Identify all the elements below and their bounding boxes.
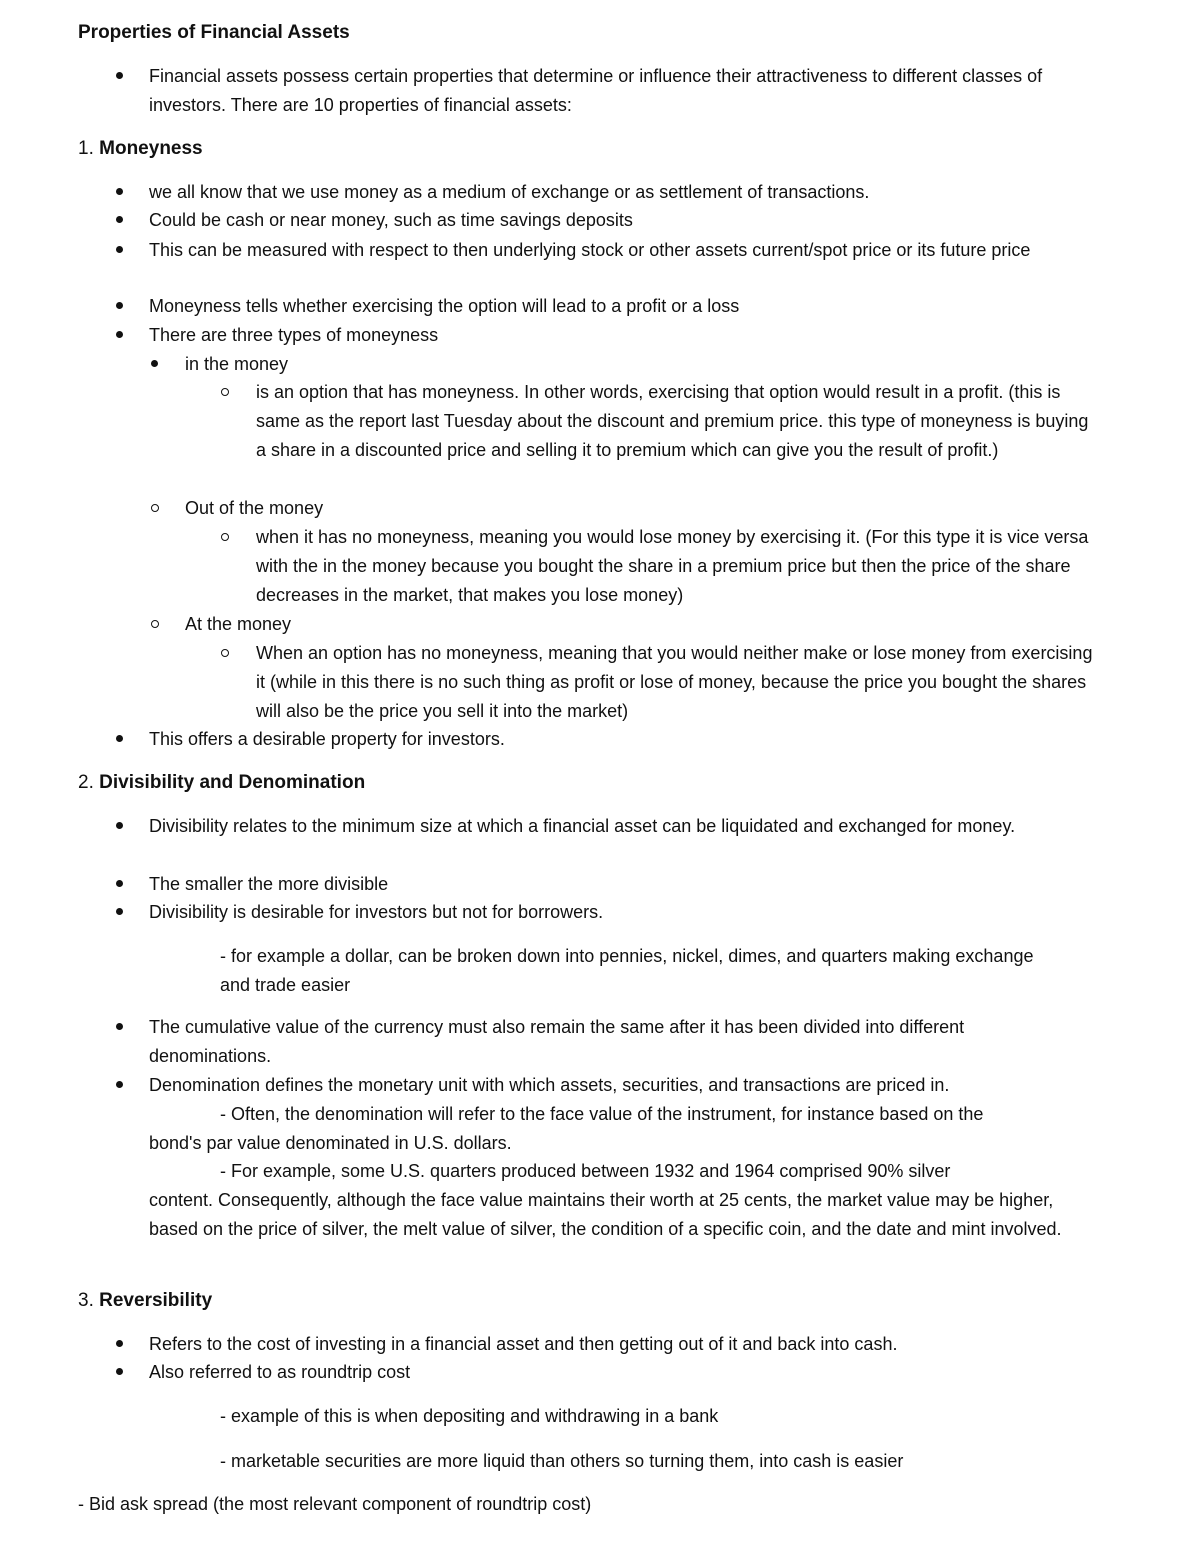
- section-heading-divisibility: [78, 768, 365, 797]
- bullet-icon: [116, 735, 123, 742]
- sublist-description: when it has no moneyness, meaning you would lose money by exercising it. (For this type it is vice versa with the in the money because you bought the share in a premium price but then the price of the share decreases in the market, that makes you lose money): [256, 527, 1089, 605]
- list-item: Refers to the cost of investing in a financial asset and then getting out of it and back into cash.: [149, 1334, 898, 1354]
- bullet-icon: [151, 360, 158, 367]
- bullet-icon: [116, 822, 123, 829]
- closing-line: - Bid ask spread (the most relevant component of roundtrip cost): [78, 1494, 592, 1514]
- bullet-icon: [116, 302, 123, 309]
- section-name: Divisibility and Denomination: [99, 772, 366, 793]
- list-item: Denomination defines the monetary unit with which assets, securities, and transactions are priced in.: [149, 1075, 950, 1095]
- sublist-description: is an option that has moneyness. In other words, exercising that option would result in a profit. (this is same as the report last Tuesday about the discount and premium price. this type of moneyness is buying a share in a discounted price and selling it to premium which can give you the result of profit.): [256, 382, 1089, 460]
- bullet-icon: [116, 1368, 123, 1375]
- list-item: Moneyness tells whether exercising the option will lead to a profit or a loss: [149, 296, 740, 316]
- circle-bullet-icon: [151, 504, 159, 512]
- section-heading-reversibility: [78, 1286, 212, 1315]
- section-name: Reversibility: [99, 1290, 213, 1311]
- sublist-description: When an option has no moneyness, meaning that you would neither make or lose money from exercising it (while in this there is no such thing as profit or lose of money, because the price you bought the shares will also be the price you sell it into the market): [256, 643, 1093, 721]
- list-item: we all know that we use money as a medium of exchange or as settlement of transactions.: [149, 182, 870, 202]
- list-item: There are three types of moneyness: [149, 325, 439, 345]
- bullet-icon: [116, 1081, 123, 1088]
- section-number: 1.: [78, 138, 94, 159]
- paragraph-first-line: - Often, the denomination will refer to the face value of the instrument, for instance based on the: [220, 1104, 984, 1124]
- list-item: The smaller the more divisible: [149, 874, 389, 894]
- bullet-icon: [116, 216, 123, 223]
- circle-bullet-icon: [221, 649, 229, 657]
- bullet-icon: [116, 1340, 123, 1347]
- example-text: - for example a dollar, can be broken down into pennies, nickel, dimes, and quarters making exchange and trade easier: [220, 946, 1034, 995]
- intro-text: Financial assets possess certain properties that determine or influence their attractiveness to different classes of investors. There are 10 properties of financial assets:: [149, 66, 1043, 115]
- list-item: Divisibility is desirable for investors but not for borrowers.: [149, 902, 604, 922]
- section-number: 2.: [78, 772, 94, 793]
- bullet-icon: [116, 188, 123, 195]
- bullet-icon: [116, 72, 123, 79]
- sublist-item-in-the-money: in the money: [185, 354, 289, 374]
- section-number: 3.: [78, 1290, 94, 1311]
- list-item: This offers a desirable property for investors.: [149, 729, 505, 749]
- bullet-icon: [116, 331, 123, 338]
- list-item: The cumulative value of the currency must also remain the same after it has been divided into different denominations.: [149, 1017, 965, 1066]
- bullet-icon: [116, 880, 123, 887]
- circle-bullet-icon: [151, 620, 159, 628]
- list-item: This can be measured with respect to then underlying stock or other assets current/spot price or its future price: [149, 240, 1031, 260]
- bullet-icon: [116, 908, 123, 915]
- circle-bullet-icon: [221, 533, 229, 541]
- section-name: Moneyness: [99, 138, 203, 159]
- page-title: Properties of Financial Assets: [78, 22, 350, 43]
- list-item: Also referred to as roundtrip cost: [149, 1362, 411, 1382]
- list-item: Divisibility relates to the minimum size at which a financial asset can be liquidated and exchanged for money.: [149, 816, 1016, 836]
- sublist-item-out-of-the-money: Out of the money: [185, 498, 324, 518]
- example-text: - example of this is when depositing and withdrawing in a bank: [220, 1406, 719, 1426]
- sublist-item-at-the-money: At the money: [185, 614, 292, 634]
- paragraph-continuation: bond's par value denominated in U.S. dollars.: [149, 1133, 512, 1153]
- example-text: - marketable securities are more liquid than others so turning them, into cash is easier: [220, 1451, 904, 1471]
- bullet-icon: [116, 246, 123, 253]
- paragraph-first-line: - For example, some U.S. quarters produced between 1932 and 1964 comprised 90% silver: [220, 1161, 951, 1181]
- paragraph-continuation: content. Consequently, although the face value maintains their worth at 25 cents, the market value may be higher, based on the price of silver, the melt value of silver, the condition of a specific coin, and the date and mint involved.: [149, 1190, 1062, 1239]
- bullet-icon: [116, 1023, 123, 1030]
- circle-bullet-icon: [221, 388, 229, 396]
- list-item: Could be cash or near money, such as time savings deposits: [149, 210, 633, 230]
- section-heading-moneyness: [78, 134, 203, 163]
